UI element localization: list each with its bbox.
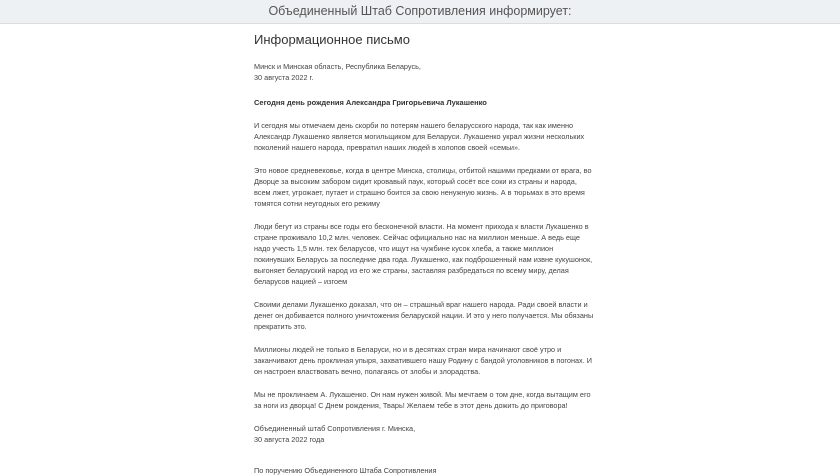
signature-date: 30 августа 2022 года xyxy=(254,435,325,444)
signature-org: Объединенный штаб Сопротивления г. Минска, xyxy=(254,424,416,433)
letter-subject: Сегодня день рождения Александра Григорьевича Лукашенко xyxy=(254,98,487,107)
paragraph-line: Своими делами Лукашенко доказал, что он – страшный враг нашего народа. Ради своей власти и xyxy=(254,300,588,309)
letter-meta xyxy=(254,61,594,83)
paragraph-2 xyxy=(254,165,594,209)
paragraph-line: за ноги из дворца! С Днем рождения, Тварь! Желаем тебе в этот день дожить до приговора! xyxy=(254,401,568,410)
letter-title: Информационное письмо xyxy=(254,32,410,47)
paragraph-5 xyxy=(254,344,594,377)
page-header xyxy=(0,0,840,24)
paragraph-6 xyxy=(254,389,594,411)
paragraph-line: денег он добивается полного уничтожения беларуской нации. И это у него получается. Мы обязаны xyxy=(254,311,594,320)
paragraph-line: беларусов нацией – изгоем xyxy=(254,277,348,286)
signature-block xyxy=(254,423,594,445)
letter-date: 30 августа 2022 г. xyxy=(254,73,314,82)
letter-place: Минск и Минская область, Республика Беларусь, xyxy=(254,62,421,71)
paragraph-line: томятся сотни неугодных его режиму xyxy=(254,199,380,208)
paragraph-line: Миллионы людей не только в Беларуси, но и в десятках стран мира начинают своё утро и xyxy=(254,345,562,354)
paragraph-line: надо учесть 1,5 млн. тех беларусов, что ищут на чужбине кусок хлеба, а также миллион xyxy=(254,244,554,253)
paragraph-line: прекратить это. xyxy=(254,322,307,331)
letter-footer: По поручению Объединенного Штаба Сопротивления xyxy=(254,466,437,475)
paragraph-line: стране проживало 10,2 млн. человек. Сейчас официально нас на миллион меньше. А ведь еще xyxy=(254,233,580,242)
paragraph-line: Люди бегут из страны все годы его бесконечной власти. На момент прихода к власти Лукашенко в xyxy=(254,222,589,231)
paragraph-line: Мы не проклинаем А. Лукашенко. Он нам нужен живой. Мы мечтаем о том дне, когда вытащим его xyxy=(254,390,591,399)
paragraph-line: покинувших Беларусь за последние два года. Лукашенко, как подброшенный нам извне кукушонок, xyxy=(254,255,593,264)
header-title: Объединенный Штаб Сопротивления информирует: xyxy=(268,4,572,18)
paragraph-line: Это новое средневековье, когда в центре Минска, столицы, отбитой нашими предками от врага, во xyxy=(254,166,592,175)
paragraph-line: Дворце за высоким забором сидит кровавый паук, который сосёт все соки из страны и народа, xyxy=(254,177,577,186)
paragraph-line: И сегодня мы отмечаем день скорби по потерям нашего беларусского народа, так как именно xyxy=(254,121,574,130)
paragraph-4 xyxy=(254,299,594,332)
paragraph-line: всем лжет, угрожает, путает и страшно боится за свою ненужную жизнь. А в тюрьмах в это время xyxy=(254,188,585,197)
paragraph-3 xyxy=(254,221,594,287)
paragraph-1 xyxy=(254,120,594,153)
paragraph-line: поколений нашего народа, превратил наших людей в холопов своей «семьи». xyxy=(254,143,521,152)
letter-body xyxy=(254,32,594,476)
paragraph-line: выгоняет беларуский народ из его же страны, заставляя разбредаться по всему миру, делая xyxy=(254,266,569,275)
paragraph-line: он настроен властвовать вечно, полагаясь от злобы и злорадства. xyxy=(254,367,481,376)
paragraph-line: заканчивают день проклиная упыря, захватившего нашу Родину с бандой уголовников в погонах. И xyxy=(254,356,593,365)
paragraph-line: Александр Лукашенко является могильщиком для Беларуси. Лукашенко украл жизни нескольких xyxy=(254,132,585,141)
